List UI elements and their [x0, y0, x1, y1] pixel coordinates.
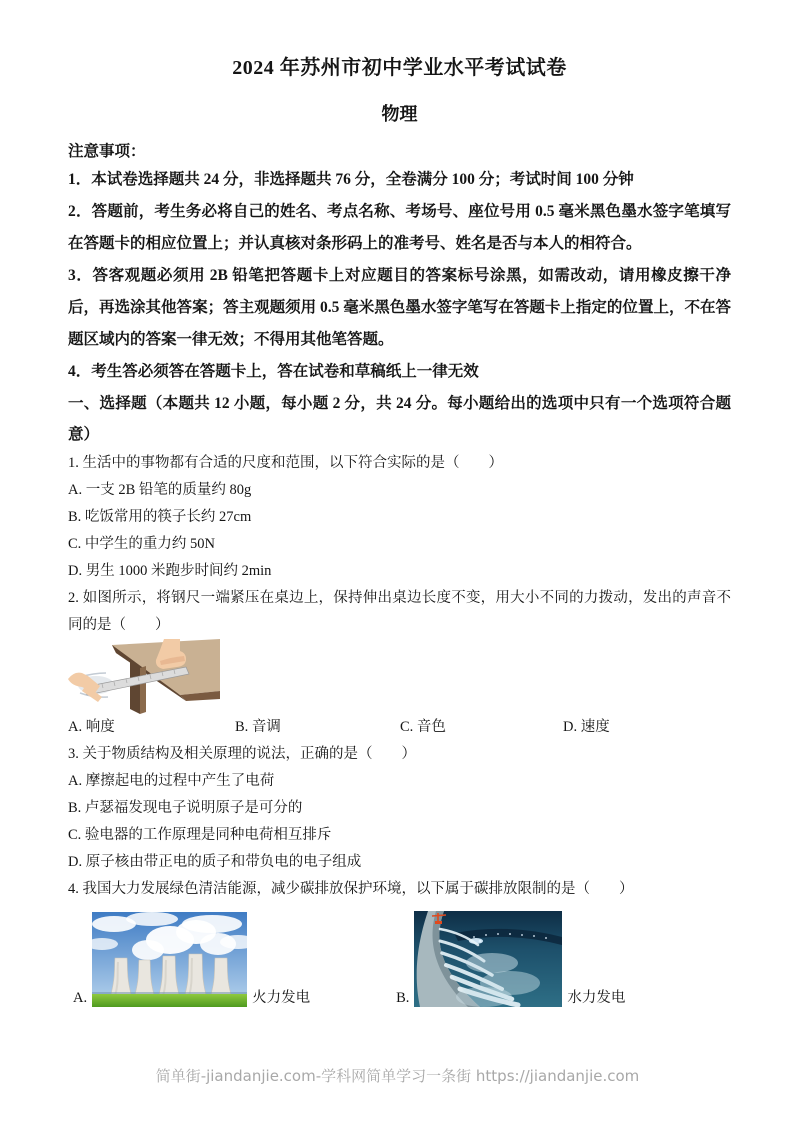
- notice-item-1: 1．本试卷选择题共 24 分，非选择题共 76 分，全卷满分 100 分；考试时间 100 分钟: [68, 171, 634, 188]
- figure-b-label: B.: [396, 990, 410, 1006]
- question-2: [68, 585, 731, 741]
- question-2-option-a: A. 响度: [68, 719, 115, 735]
- question-4-figure-b: [396, 911, 625, 1007]
- question-3-text: 3. 关于物质结构及相关原理的说法，正确的是（ ）: [68, 746, 416, 762]
- question-3-option-b: B. 卢瑟福发现电子说明原子是可分的: [68, 800, 303, 816]
- question-2-option-b: B. 音调: [235, 719, 281, 735]
- question-1-option-a: A. 一支 2B 铅笔的质量约 80g: [68, 482, 252, 498]
- figure-a-label: A.: [73, 990, 88, 1006]
- question-1-option-c: C. 中学生的重力约 50N: [68, 536, 216, 552]
- notice-item-3: 3．答客观题必须用 2B 铅笔把答题卡上对应题目的答案标号涂黑，如需改动，请用橡皮擦干净后，再选涂其他答案；答主观题须用 0.5 毫米黑色墨水签字笔写在答题卡上指定的位置上，不在答题区域内的答案一律无效；不得用其他笔答题。: [68, 267, 731, 348]
- question-2-options: [68, 714, 731, 741]
- section-heading: 一、选择题（本题共 12 小题，每小题 2 分，共 24 分。每小题给出的选项中只有一个选项符合题意）: [68, 395, 731, 443]
- question-2-text: 2. 如图所示，将钢尺一端紧压在桌边上，保持伸出桌边长度不变，用大小不同的力拨动，发出的声音不同的是（ ）: [68, 590, 731, 633]
- thermal-power-plant-photo: [92, 912, 247, 1007]
- page-subtitle: 物理: [381, 104, 418, 124]
- question-1-option-b: B. 吃饭常用的筷子长约 27cm: [68, 509, 252, 525]
- question-1-text: 1. 生活中的事物都有合适的尺度和范围，以下符合实际的是（ ）: [68, 455, 503, 471]
- question-2-option-d: D. 速度: [563, 719, 610, 735]
- question-3-option-a: A. 摩擦起电的过程中产生了电荷: [68, 773, 275, 789]
- notice-heading: 注意事项：: [68, 143, 146, 160]
- question-4: [68, 876, 731, 1007]
- question-3-option-d: D. 原子核由带正电的质子和带负电的电子组成: [68, 854, 362, 870]
- question-1-option-d: D. 男生 1000 米跑步时间约 2min: [68, 563, 272, 579]
- notice-section: [68, 140, 731, 388]
- page-title: 2024 年苏州市初中学业水平考试试卷: [232, 57, 567, 79]
- hydroelectric-dam-photo: [414, 911, 562, 1007]
- question-3: [68, 741, 731, 876]
- figure-a-caption: 火力发电: [252, 990, 311, 1006]
- question-2-option-c: C. 音色: [400, 719, 446, 735]
- question-1: [68, 450, 731, 585]
- watermark-footer: 简单街-jiandanjie.com-学科网简单学习一条街 https://jiandanjie.com: [155, 1067, 640, 1085]
- question-4-figure-a: [73, 912, 310, 1007]
- question-3-option-c: C. 验电器的工作原理是同种电荷相互排斥: [68, 827, 332, 843]
- question-4-figures: [68, 911, 731, 1007]
- notice-item-4: 4．考生答必须答在答题卡上，答在试卷和草稿纸上一律无效: [68, 363, 479, 380]
- question-4-text: 4. 我国大力发展绿色清洁能源，减少碳排放保护环境，以下属于碳排放限制的是（ ）: [68, 881, 634, 897]
- ruler-pluck-illustration: [68, 639, 220, 714]
- figure-b-caption: 水力发电: [567, 990, 626, 1006]
- notice-item-2: 2．答题前，考生务必将自己的姓名、考点名称、考场号、座位号用 0.5 毫米黑色墨水签字笔填写在答题卡的相应位置上；并认真核对条形码上的准考号、姓名是否与本人的相符合。: [68, 203, 731, 252]
